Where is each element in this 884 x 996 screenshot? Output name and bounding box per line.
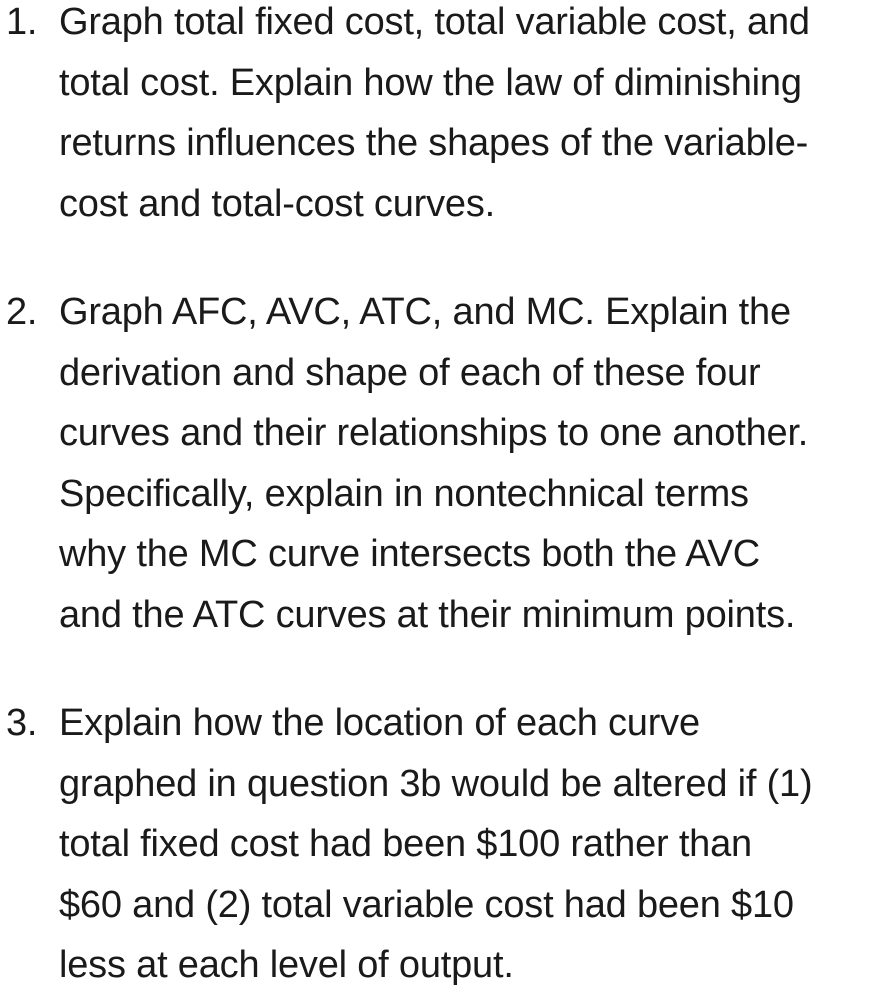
text-line: Explain how the location of each curve [59,702,700,744]
question-number: 3. [6,702,38,744]
question-3 [0,693,884,996]
text-line: derivation and shape of each of these four [59,351,761,394]
question-number: 2. [6,291,38,333]
text-line: returns influences the shapes of the variable- [59,122,809,164]
text-line: total fixed cost had been $100 rather than [59,823,752,865]
question-2 [0,282,884,645]
text-line: curves and their relationships to one another. [59,412,809,454]
text-line: Graph total fixed cost, total variable cost, and [59,1,810,43]
text-line: and the ATC curves at their minimum points. [59,593,796,636]
text-line: why the MC curve intersects both the AVC [59,533,760,575]
question-text [59,0,884,234]
text-line: Specifically, explain in nontechnical terms [59,472,749,515]
text-line: less at each level of output. [59,944,514,986]
text-line: total cost. Explain how the law of diminishing [59,61,802,104]
text-line: $60 and (2) total variable cost had been $10 [59,883,794,926]
question-1 [0,0,884,234]
text-line: cost and total-cost curves. [59,182,496,225]
text-line: Graph AFC, AVC, ATC, and MC. Explain the [59,291,791,333]
question-text [59,282,884,645]
question-number: 1. [6,1,38,43]
question-text [59,693,884,996]
text-line: graphed in question 3b would be altered if (1) [59,762,813,805]
